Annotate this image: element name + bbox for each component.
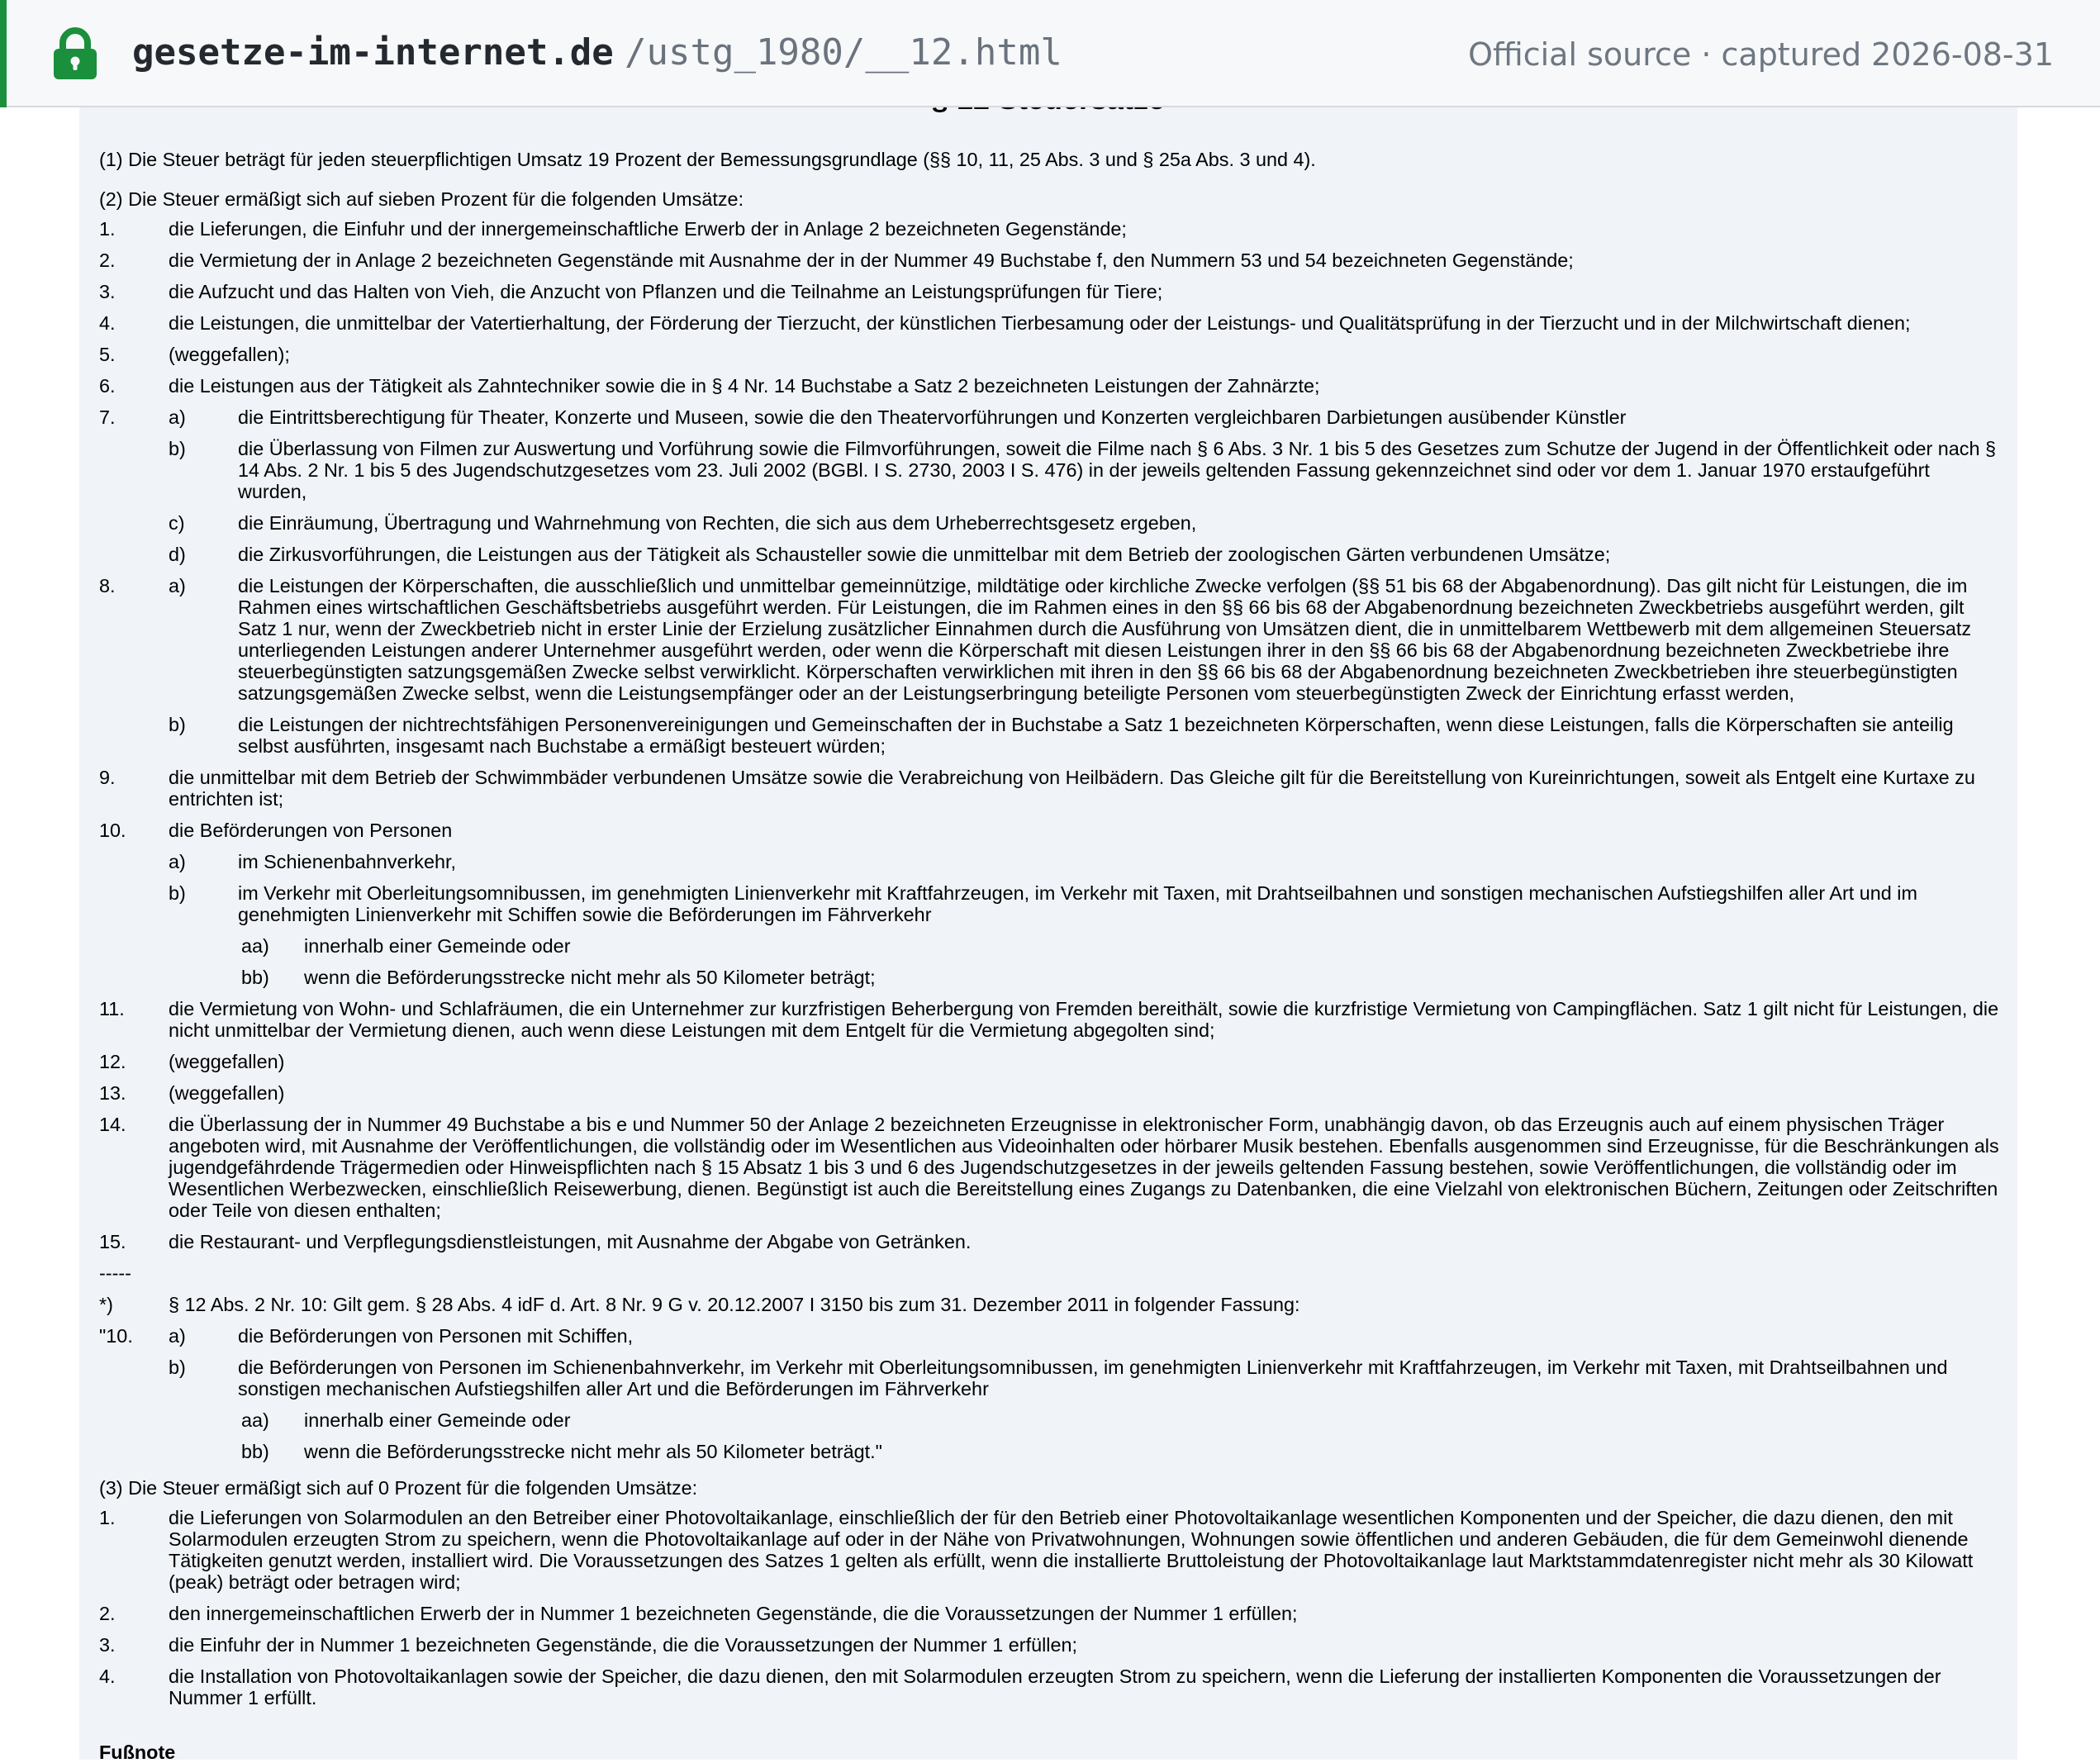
separator: -----: [99, 1262, 131, 1284]
list-item: [99, 1114, 1999, 1221]
letter-label: a): [169, 851, 186, 872]
list-item: [99, 1051, 1999, 1072]
letter-text: die Einräumung, Übertragung und Wahrnehmung von Rechten, die sich aus dem Urheberrechtsgesetz ergeben,: [238, 512, 1197, 534]
item-text: (weggefallen): [169, 1051, 285, 1072]
letter-label: b): [169, 1357, 186, 1378]
letter-label: b): [169, 438, 186, 459]
item-number: 4.: [99, 312, 116, 334]
item-number: [99, 882, 169, 925]
item-text: die Überlassung der in Nummer 49 Buchstabe a bis e und Nummer 50 der Anlage 2 bezeichneten Erzeugnisse in elektronischer Form, unabhängig davon, ob das Erzeugnis auch auf einem physischen Träger angeboten wird, mit Ausnahme der Veröffentlichungen, die vollständig oder im Wesentlichen aus Videoinhalten oder hörbarer Musik bestehen. Ebenfalls ausgenommen sind Erzeugnisse, für die Beschränkungen als jugendgefährdende Trägermedien oder Hinweispflichten nach § 15 Absatz 1 bis 3 und 6 des Jugendschutzgesetzes in der jeweils geltenden Fassung bestehen, sowie Veröffentlichungen, die vollständig oder im Wesentlichen Werbezwecken, einschließlich Reisewerbung, dienen. Begünstigt ist auch die Bereitstellung eines Zugangs zu Datenbanken, die eine Vielzahl von elektronischen Büchern, Zeitungen oder Zeitschriften oder Teile von diesen enthalten;: [169, 1114, 1999, 1221]
item-number: [99, 512, 169, 534]
letter-item: [99, 406, 1999, 428]
item-number: 6.: [99, 375, 116, 397]
sub-text: wenn die Beförderungsstrecke nicht mehr als 50 Kilometer beträgt.": [304, 1441, 882, 1462]
letter-text: im Verkehr mit Oberleitungsomnibussen, im genehmigten Linienverkehr mit Kraftfahrzeugen, im Verkehr mit Taxen, mit Drahtseilbahnen und sonstigen mechanischen Aufstiegshilfen aller Art und im genehmigten Linienverkehr mit Schiffen sowie die Beförderungen im Fährverkehr: [238, 882, 1917, 925]
item-number: 1.: [99, 218, 116, 240]
capture-accent-stripe: [0, 0, 7, 107]
paragraph-2-intro: (2) Die Steuer ermäßigt sich auf sieben Prozent für die folgenden Umsätze:: [99, 188, 744, 210]
letter-text: die Überlassung von Filmen zur Auswertung und Vorführung sowie die Filmvorführungen, soweit die Filme nach § 6 Abs. 3 Nr. 1 bis 5 des Gesetzes zum Schutze der Jugend in der Öffentlichkeit oder nach § 14 Abs. 2 Nr. 1 bis 5 des Jugendschutzgesetzes vom 23. Juli 2002 (BGBl. I S. 2730, 2003 I S. 476) in der jeweils geltenden Fassung gekennzeichnet sind oder vor dem 1. Januar 1970 erstaufgeführt wurden,: [238, 438, 1996, 502]
item-text: (weggefallen): [169, 1082, 285, 1104]
list-item: [99, 344, 1999, 365]
letter-item: [99, 512, 1999, 534]
item-text: die Lieferungen, die Einfuhr und der innergemeinschaftliche Erwerb der in Anlage 2 bezeichneten Gegenstände;: [169, 218, 1127, 240]
list-item: [99, 1634, 1999, 1656]
item-text: die Vermietung von Wohn- und Schlafräumen, die ein Unternehmer zur kurzfristigen Beherbergung von Fremden bereithält, sowie die kurzfristige Vermietung von Campingflächen. Satz 1 gilt nicht für Leistungen, die nicht unmittelbar der Vermietung dienen, auch wenn diese Leistungen mit dem Entgelt für die Vermietung abgegolten sind;: [169, 998, 1999, 1041]
letter-text: die Zirkusvorführungen, die Leistungen aus der Tätigkeit als Schausteller sowie die unmittelbar mit dem Betrieb der zoologischen Gärten verbundenen Umsätze;: [238, 544, 1611, 565]
item-number: 10.: [99, 820, 126, 841]
item-number: 14.: [99, 1114, 126, 1135]
item-number: 13.: [99, 1082, 126, 1104]
list-item: [99, 281, 1999, 302]
spacer: [169, 1441, 238, 1462]
letter-item: [99, 882, 1999, 925]
sub-item: [99, 967, 1999, 988]
item-number: [99, 438, 169, 502]
letter-item: [99, 851, 1999, 872]
item-number: [99, 851, 169, 872]
list-item: [99, 218, 1999, 240]
list-item: [99, 1603, 1999, 1624]
spacer: [99, 1441, 169, 1462]
spacer: [169, 967, 238, 988]
source-domain: gesetze-im-internet.de: [132, 31, 614, 74]
paragraph-1: (1) Die Steuer beträgt für jeden steuerpflichtigen Umsatz 19 Prozent der Bemessungsgrundlage (§§ 10, 11, 25 Abs. 3 und § 25a Abs. 3 und 4).: [99, 149, 1316, 170]
list-item: [99, 1507, 1999, 1593]
note-text: § 12 Abs. 2 Nr. 10: Gilt gem. § 28 Abs. 4 idF d. Art. 8 Nr. 9 G v. 20.12.2007 I 3150 bis zum 31. Dezember 2011 in folgender Fassung:: [169, 1294, 1300, 1315]
list-item: [99, 820, 1999, 841]
sub-item: [99, 935, 1999, 957]
sub-item: [99, 1441, 1999, 1462]
letter-label: b): [169, 714, 186, 735]
capture-bar: [0, 0, 2100, 107]
item-number: 9.: [99, 767, 116, 788]
item-text: die Restaurant- und Verpflegungsdienstleistungen, mit Ausnahme der Abgabe von Getränken.: [169, 1231, 972, 1252]
sub-text: innerhalb einer Gemeinde oder: [304, 935, 571, 957]
item-number: 7.: [99, 406, 116, 428]
list-item: [99, 767, 1999, 810]
note-mark: *): [99, 1294, 113, 1315]
note-letter-item: [99, 1357, 1999, 1399]
item-number: 2.: [99, 249, 116, 271]
footnote-heading: Fußnote: [99, 1742, 176, 1763]
item-number: 4.: [99, 1666, 116, 1687]
sub-text: wenn die Beförderungsstrecke nicht mehr als 50 Kilometer beträgt;: [304, 967, 876, 988]
letter-item: [99, 575, 1999, 704]
sub-text: innerhalb einer Gemeinde oder: [304, 1409, 571, 1431]
law-text: [99, 149, 1999, 1763]
law-content-panel: [79, 107, 2017, 1763]
item-text: die unmittelbar mit dem Betrieb der Schwimmbäder verbundenen Umsätze sowie die Verabreichung von Heilbädern. Das Gleiche gilt für die Bereitstellung von Kureinrichtungen, soweit als Entgelt eine Kurtaxe zu entrichten ist;: [169, 767, 1975, 810]
spacer: [169, 935, 238, 957]
item-text: die Vermietung der in Anlage 2 bezeichneten Gegenstände mit Ausnahme der in der Nummer 49 Buchstabe f, den Nummern 53 und 54 bezeichneten Gegenstände;: [169, 249, 1574, 271]
item-number: "10.: [99, 1325, 133, 1347]
letter-text: die Beförderungen von Personen mit Schiffen,: [238, 1325, 634, 1347]
letter-text: im Schienenbahnverkehr,: [238, 851, 456, 872]
source-path: /ustg_1980/__12.html: [625, 31, 1062, 74]
letter-text: die Eintrittsberechtigung für Theater, Konzerte und Museen, sowie die den Theatervorführungen und Konzerten vergleichbaren Darbietungen ausübender Künstler: [238, 406, 1627, 428]
spacer: [99, 1409, 169, 1431]
item-number: 2.: [99, 1603, 116, 1624]
item-text: den innergemeinschaftlichen Erwerb der in Nummer 1 bezeichneten Gegenstände, die die Voraussetzungen der Nummer 1 erfüllen;: [169, 1603, 1298, 1624]
letter-label: a): [169, 1325, 186, 1347]
paragraph-3-intro: (3) Die Steuer ermäßigt sich auf 0 Prozent für die folgenden Umsätze:: [99, 1477, 698, 1499]
list-item: [99, 249, 1999, 271]
sub-label: bb): [241, 1441, 269, 1462]
item-number: 8.: [99, 575, 116, 596]
item-text: die Beförderungen von Personen: [169, 820, 453, 841]
note-letter-item: [99, 1325, 1999, 1347]
item-text: die Leistungen, die unmittelbar der Vatertierhaltung, der Förderung der Tierzucht, der künstlichen Tierbesamung oder der Leistungs- und Qualitätsprüfung in der Tierzucht und in der Milchwirtschaft dienen;: [169, 312, 1911, 334]
item-number: [99, 714, 169, 757]
letter-text: die Leistungen der nichtrechtsfähigen Personenvereinigungen und Gemeinschaften der in Buchstabe a Satz 1 bezeichneten Körperschaften, wenn diese Leistungen, falls die Körperschaften sie anteilig selbst ausführten, insgesamt nach Buchstabe a ermäßigt besteuert würden;: [238, 714, 1954, 757]
item-number: 3.: [99, 1634, 116, 1656]
sub-item: [99, 1409, 1999, 1431]
lock-icon: [51, 27, 99, 80]
list-item: [99, 1231, 1999, 1252]
spacer: [99, 967, 169, 988]
item-number: 5.: [99, 344, 116, 365]
list-item: [99, 1666, 1999, 1708]
letter-item: [99, 544, 1999, 565]
letter-item: [99, 438, 1999, 502]
item-text: die Installation von Photovoltaikanlagen sowie der Speicher, die dazu dienen, den mit Solarmodulen erzeugten Strom zu speichern, wenn die Lieferung der installierten Komponenten die Voraussetzungen der Nummer 1 erfüllt.: [169, 1666, 1941, 1708]
spacer: [169, 1409, 238, 1431]
item-text: die Leistungen aus der Tätigkeit als Zahntechniker sowie die in § 4 Nr. 14 Buchstabe a Satz 2 bezeichneten Leistungen der Zahnärzte;: [169, 375, 1320, 397]
letter-label: a): [169, 575, 186, 596]
list-item: [99, 998, 1999, 1041]
list-item: [99, 312, 1999, 334]
item-number: 11.: [99, 998, 125, 1019]
spacer: [99, 935, 169, 957]
item-text: (weggefallen);: [169, 344, 290, 365]
sub-label: aa): [241, 935, 269, 957]
item-number: 15.: [99, 1231, 126, 1252]
letter-label: b): [169, 882, 186, 904]
letter-label: c): [169, 512, 185, 534]
list-item: [99, 1082, 1999, 1104]
list-item: [99, 375, 1999, 397]
item-text: die Lieferungen von Solarmodulen an den Betreiber einer Photovoltaikanlage, einschließlich der für den Betrieb einer Photovoltaikanlage wesentlichen Komponenten und der Speicher, die dazu dienen, den mit Solarmodulen erzeugten Strom zu speichern, wenn die Photovoltaikanlage auf oder in der Nähe von Privatwohnungen, Wohnungen sowie öffentlichen und anderen Gebäuden, die für dem Gemeinwohl dienende Tätigkeiten genutzt werden, installiert wird. Die Voraussetzungen des Satzes 1 gelten als erfüllt, wenn die installierte Bruttoleistung der Photovoltaikanlage laut Marktstammdatenregister nicht mehr als 30 Kilowatt (peak) beträgt oder betragen wird;: [169, 1507, 1974, 1593]
item-text: die Aufzucht und das Halten von Vieh, die Anzucht von Pflanzen und die Teilnahme an Leistungsprüfungen für Tiere;: [169, 281, 1163, 302]
capture-meta: Official source · captured 2026-08-31: [1468, 36, 2054, 73]
item-text: die Einfuhr der in Nummer 1 bezeichneten Gegenstände, die die Voraussetzungen der Nummer 1 erfüllen;: [169, 1634, 1077, 1656]
item-number: [99, 544, 169, 565]
item-number: 12.: [99, 1051, 126, 1072]
letter-text: die Leistungen der Körperschaften, die ausschließlich und unmittelbar gemeinnützige, mildtätige oder kirchliche Zwecke verfolgen (§§ 51 bis 68 der Abgabenordnung). Das gilt nicht für Leistungen, die im Rahmen eines wirtschaftlichen Geschäftsbetriebs ausgeführt werden. Für Leistungen, die im Rahmen eines in den §§ 66 bis 68 der Abgabenordnung bezeichneten Zweckbetriebs ausgeführt werden, gilt Satz 1 nur, wenn der Zweckbetrieb nicht in erster Linie der Erzielung zusätzlicher Einnahmen durch die Ausführung von Umsätzen dient, die in unmittelbarem Wettbewerb mit dem allgemeinen Steuersatz unterliegenden Leistungen anderer Unternehmer ausgeführt werden, oder wenn die Körperschaft mit diesen Leistungen ihrer in den §§ 66 bis 68 der Abgabenordnung bezeichneten Zweckbetriebe ihre steuerbegünstigten satzungsgemäßen Zwecke selbst verwirklicht. Körperschaften verwirklichen mit ihren in den §§ 66 bis 68 der Abgabenordnung bezeichneten Zweckbetrieben ihre steuerbegünstigten satzungsgemäßen Zwecke selbst, wenn die Leistungsempfänger oder an der Leistungserbringung beteiligte Personen vom steuerbegünstigten Zweck der Einrichtung erfasst werden,: [238, 575, 1972, 704]
letter-text: die Beförderungen von Personen im Schienenbahnverkehr, im Verkehr mit Oberleitungsomnibussen, im genehmigten Linienverkehr mit Kraftfahrzeugen, im Verkehr mit Taxen, mit Drahtseilbahnen und sonstigen mechanischen Aufstiegshilfen aller Art und die Beförderungen im Fährverkehr: [238, 1357, 1948, 1399]
sub-label: aa): [241, 1409, 269, 1431]
sub-label: bb): [241, 967, 269, 988]
letter-label: d): [169, 544, 186, 565]
note-row: [99, 1294, 1999, 1315]
item-number: 1.: [99, 1507, 116, 1528]
letter-label: a): [169, 406, 186, 428]
item-number: [99, 1357, 169, 1399]
item-number: 3.: [99, 281, 116, 302]
letter-item: [99, 714, 1999, 757]
